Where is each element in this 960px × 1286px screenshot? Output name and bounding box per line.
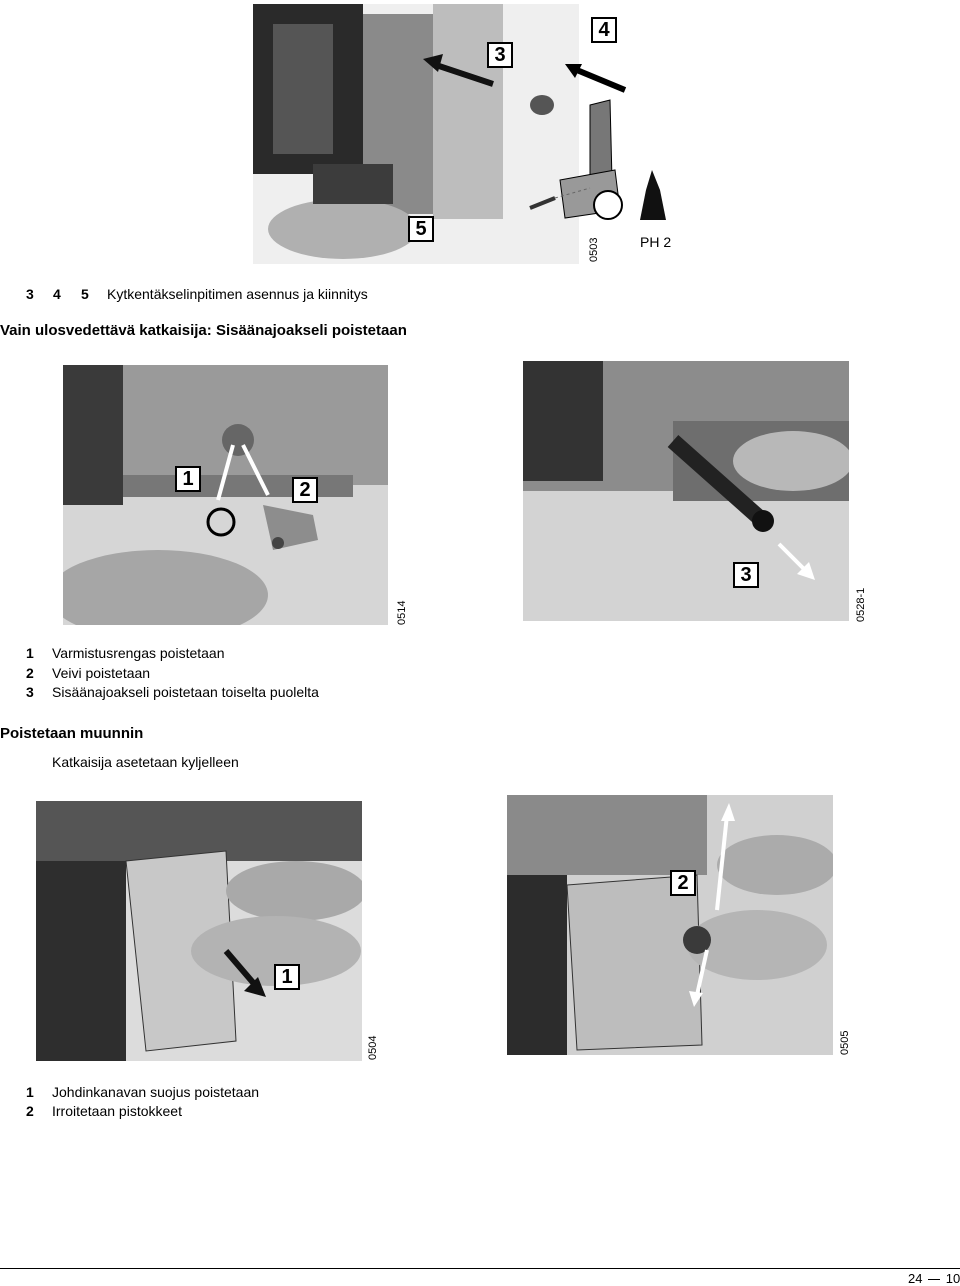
section1-heading: Vain ulosvedettävä katkaisija: Sisäänajoakseli poistetaan — [0, 322, 407, 339]
callout-1: 1 — [274, 964, 300, 990]
photo-cable-cover-art — [36, 801, 362, 1061]
caption-text: Veivi poistetaan — [52, 665, 151, 681]
page-dash — [928, 1279, 940, 1280]
callout-4: 4 — [591, 17, 617, 43]
page-num: 10 — [945, 1271, 960, 1286]
section2-caption-2 — [26, 1103, 182, 1120]
section1-left-code: 0514 — [396, 600, 408, 625]
arrow-shaft-direction — [775, 540, 820, 585]
section1-right-code: 0528-1 — [855, 587, 867, 622]
callout-3: 3 — [487, 42, 513, 68]
exploded-parts-drawing — [520, 60, 680, 230]
section2-left-code: 0504 — [367, 1035, 379, 1060]
callout-2: 2 — [292, 477, 318, 503]
callout-5: 5 — [408, 216, 434, 242]
photo-plug-removal-art — [507, 795, 833, 1055]
photo-retaining-ring — [63, 365, 388, 625]
caption-text: Sisäänajoakseli poistetaan toiselta puolelta — [52, 684, 319, 700]
caption-text: Varmistusrengas poistetaan — [52, 645, 225, 661]
callout-2: 2 — [670, 870, 696, 896]
caption-text: Kytkentäkselinpitimen asennus ja kiinnitys — [107, 286, 368, 302]
ph2-screwdriver-tip — [640, 170, 666, 220]
caption-num: 3 — [26, 684, 34, 700]
washer-part — [594, 191, 622, 219]
section1-caption-1 — [26, 645, 225, 662]
page-number — [908, 1271, 960, 1286]
callout-3: 3 — [733, 562, 759, 588]
screw-part — [530, 198, 555, 208]
tool-label: PH 2 — [640, 234, 672, 250]
section2-heading: Poistetaan muunnin — [0, 725, 144, 742]
footer-rule — [0, 1268, 960, 1269]
photo-retaining-ring-art — [63, 365, 388, 625]
caption-num: 1 — [26, 645, 34, 661]
knob-part — [530, 95, 554, 115]
figure1-caption — [26, 286, 368, 303]
section2-right-code: 0505 — [839, 1030, 851, 1055]
photo-plug-removal — [507, 795, 833, 1055]
section2-caption-1 — [26, 1084, 259, 1101]
section1-caption-3 — [26, 684, 319, 701]
caption-num: 2 — [26, 665, 34, 681]
arrow-line — [572, 68, 625, 90]
section2-subheading: Katkaisija asetetaan kyljelleen — [52, 754, 239, 770]
figure1-code: 0503 — [588, 237, 600, 262]
section1-caption-2 — [26, 665, 150, 682]
photo-cable-cover — [36, 801, 362, 1061]
caption-num: 3 — [26, 286, 34, 302]
page-chapter: 24 — [908, 1271, 923, 1286]
callout-1: 1 — [175, 466, 201, 492]
caption-num: 1 — [26, 1084, 34, 1100]
caption-num: 2 — [26, 1103, 34, 1119]
caption-text: Johdinkanavan suojus poistetaan — [52, 1084, 260, 1100]
caption-num: 4 — [53, 286, 61, 302]
caption-num: 5 — [81, 286, 89, 302]
caption-text: Irroitetaan pistokkeet — [52, 1103, 182, 1119]
